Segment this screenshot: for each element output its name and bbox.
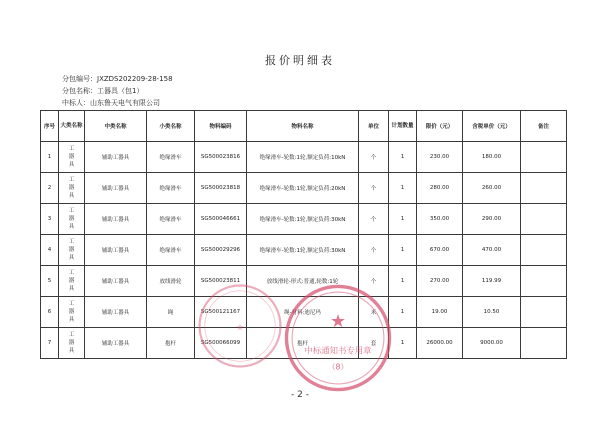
remark-cell — [521, 297, 567, 328]
planned-quantity-cell: 1 — [389, 297, 417, 328]
header-cell: 物料名称 — [247, 111, 359, 142]
major-category-cell: 工 器 具 — [59, 297, 85, 328]
package-name: 分包名称：工器具（包1） — [62, 87, 144, 95]
header-cell: 序号 — [41, 111, 59, 142]
row-number-cell: 4 — [41, 235, 59, 266]
minor-category-cell: 绝缘滑车 — [147, 235, 195, 266]
limit-price-cell: 230.00 — [417, 142, 463, 173]
minor-category-cell: 绳 — [147, 297, 195, 328]
header-cell: 备注 — [521, 111, 567, 142]
unit-cell: 米 — [359, 297, 389, 328]
page-number: - 2 - — [291, 390, 309, 400]
header-cell: 大类名称 — [59, 111, 85, 142]
table-header-row — [41, 111, 567, 142]
material-code-cell: SG500121167 — [195, 297, 247, 328]
remark-cell — [521, 266, 567, 297]
middle-category-cell: 辅助工器具 — [85, 328, 147, 359]
limit-price-cell: 280.00 — [417, 173, 463, 204]
limit-price-cell: 670.00 — [417, 235, 463, 266]
limit-price-cell: 270.00 — [417, 266, 463, 297]
middle-category-cell: 辅助工器具 — [85, 204, 147, 235]
material-code-cell: SG500023816 — [195, 142, 247, 173]
planned-quantity-cell: 1 — [389, 328, 417, 359]
limit-price-cell: 26000.00 — [417, 328, 463, 359]
major-category-cell: 工 器 具 — [59, 142, 85, 173]
major-category-cell: 工 器 具 — [59, 328, 85, 359]
unit-cell: 个 — [359, 142, 389, 173]
bidder-name: 中标人：山东鲁天电气有限公司 — [62, 99, 160, 107]
middle-category-cell: 辅助工器具 — [85, 266, 147, 297]
planned-quantity-cell: 1 — [389, 142, 417, 173]
unit-price-incl-tax-cell: 9000.00 — [463, 328, 521, 359]
table-row — [41, 266, 567, 297]
planned-quantity-cell: 1 — [389, 204, 417, 235]
row-number-cell: 7 — [41, 328, 59, 359]
seal-code: （8） — [327, 362, 349, 372]
material-code-cell: SG500029296 — [195, 235, 247, 266]
unit-price-incl-tax-cell: 180.00 — [463, 142, 521, 173]
material-name-cell: 绝缘滑车-轮数:1轮,额定负荷:30kN — [247, 235, 359, 266]
row-number-cell: 6 — [41, 297, 59, 328]
limit-price-cell: 19.00 — [417, 297, 463, 328]
middle-category-cell: 辅助工器具 — [85, 297, 147, 328]
minor-category-cell: 绝缘滑车 — [147, 204, 195, 235]
row-number-cell: 3 — [41, 204, 59, 235]
material-name-cell: 绝缘滑车-轮数:1轮,额定负荷:30kN — [247, 204, 359, 235]
header-cell: 物料编码 — [195, 111, 247, 142]
table-row — [41, 297, 567, 328]
material-code-cell: SG500066099 — [195, 328, 247, 359]
remark-cell — [521, 173, 567, 204]
minor-category-cell: 绝缘滑车 — [147, 142, 195, 173]
major-category-cell: 工 器 具 — [59, 235, 85, 266]
remark-cell — [521, 235, 567, 266]
minor-category-cell: 抱杆 — [147, 328, 195, 359]
document-title: 报价明细表 — [265, 54, 335, 67]
material-name-cell: 绝缘滑车-轮数:1轮,额定负荷:10kN — [247, 142, 359, 173]
material-code-cell: SG500046661 — [195, 204, 247, 235]
planned-quantity-cell: 1 — [389, 235, 417, 266]
header-cell: 限价（元） — [417, 111, 463, 142]
unit-price-incl-tax-cell: 119.99 — [463, 266, 521, 297]
unit-price-incl-tax-cell: 10.50 — [463, 297, 521, 328]
material-name-cell: 抱杆 — [247, 328, 359, 359]
package-number: 分包编号：JXZDS202209-28-158 — [62, 75, 173, 83]
unit-cell: 个 — [359, 204, 389, 235]
middle-category-cell: 辅助工器具 — [85, 142, 147, 173]
table-row — [41, 328, 567, 359]
unit-cell: 个 — [359, 235, 389, 266]
major-category-cell: 工 器 具 — [59, 173, 85, 204]
planned-quantity-cell: 1 — [389, 173, 417, 204]
header-cell: 计划数量 — [389, 111, 417, 142]
table-row — [41, 204, 567, 235]
svg-text:★: ★ — [235, 322, 245, 334]
major-category-cell: 工 器 具 — [59, 266, 85, 297]
seal-text: 中标通知书专用章 — [304, 345, 372, 356]
middle-category-cell: 辅助工器具 — [85, 235, 147, 266]
major-category-cell: 工 器 具 — [59, 204, 85, 235]
unit-price-incl-tax-cell: 260.00 — [463, 173, 521, 204]
middle-category-cell: 辅助工器具 — [85, 173, 147, 204]
svg-text:★: ★ — [329, 310, 347, 332]
minor-category-cell: 放线滑轮 — [147, 266, 195, 297]
material-code-cell: SG500023818 — [195, 173, 247, 204]
table-row — [41, 142, 567, 173]
row-number-cell: 2 — [41, 173, 59, 204]
header-cell: 含税单价（元） — [463, 111, 521, 142]
material-name-cell: 放线滑轮-形式:普通,轮数:1轮 — [247, 266, 359, 297]
table-row — [41, 235, 567, 266]
unit-price-incl-tax-cell: 470.00 — [463, 235, 521, 266]
unit-cell: 套 — [359, 328, 389, 359]
header-cell: 单位 — [359, 111, 389, 142]
material-name-cell: 绳-材料:迪尼玛 — [247, 297, 359, 328]
remark-cell — [521, 142, 567, 173]
remark-cell — [521, 204, 567, 235]
remark-cell — [521, 328, 567, 359]
row-number-cell: 1 — [41, 142, 59, 173]
planned-quantity-cell: 1 — [389, 266, 417, 297]
minor-category-cell: 绝缘滑车 — [147, 173, 195, 204]
header-cell: 小类名称 — [147, 111, 195, 142]
table-row — [41, 173, 567, 204]
quotation-table — [40, 110, 567, 359]
unit-price-incl-tax-cell: 290.00 — [463, 204, 521, 235]
unit-cell: 个 — [359, 266, 389, 297]
material-name-cell: 绝缘滑车-轮数:1轮,额定负荷:20kN — [247, 173, 359, 204]
unit-cell: 个 — [359, 173, 389, 204]
table-body — [41, 142, 567, 359]
material-code-cell: SG500023811 — [195, 266, 247, 297]
row-number-cell: 5 — [41, 266, 59, 297]
limit-price-cell: 350.00 — [417, 204, 463, 235]
header-cell: 中类名称 — [85, 111, 147, 142]
